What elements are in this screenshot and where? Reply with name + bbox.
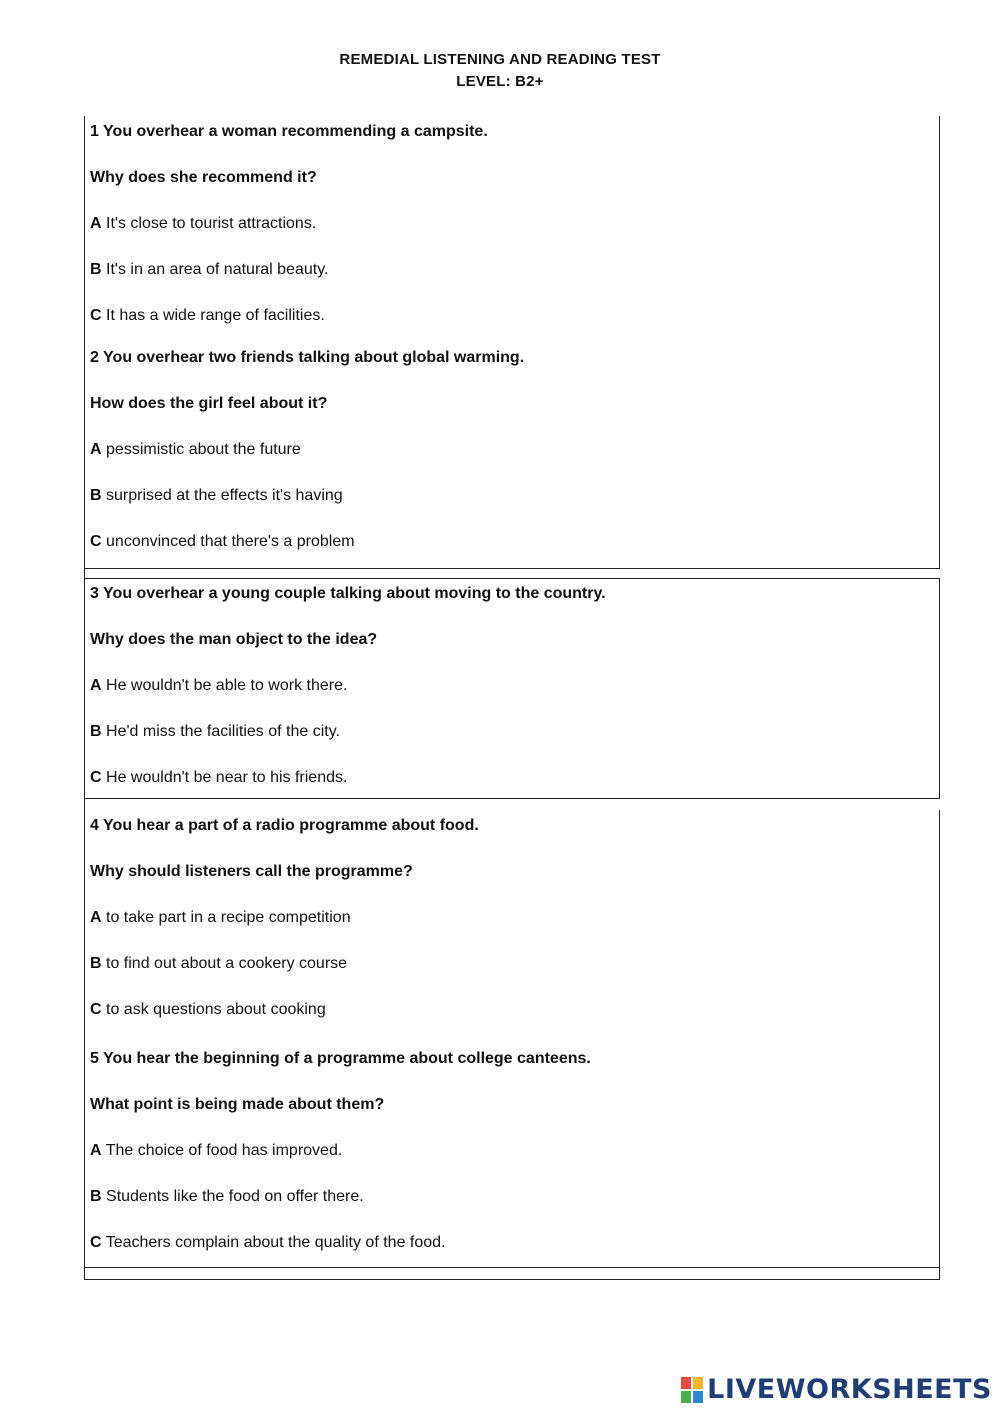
border-tick — [84, 1036, 85, 1043]
option-a[interactable] — [90, 440, 301, 460]
border-right — [939, 578, 940, 798]
option-letter: A — [90, 909, 102, 926]
question-text: Why does she recommend it? — [90, 169, 317, 186]
option-b[interactable] — [90, 260, 328, 280]
question-list — [84, 116, 940, 1279]
option-c[interactable] — [90, 306, 325, 326]
border-right — [939, 1043, 940, 1279]
option-b[interactable] — [90, 486, 343, 506]
question-text: What point is being made about them? — [90, 1096, 385, 1113]
option-letter: A — [90, 441, 102, 458]
divider-line — [84, 568, 940, 569]
option-letter: C — [90, 307, 102, 324]
question-prompt: 3 You overhear a young couple talking about moving to the country. — [90, 585, 606, 602]
option-text: Students like the food on offer there. — [106, 1188, 364, 1205]
question-3 — [84, 578, 940, 810]
question-4 — [84, 810, 940, 1043]
option-text: unconvinced that there's a problem — [106, 533, 355, 550]
border-right — [939, 342, 940, 568]
option-a[interactable] — [90, 908, 351, 928]
option-letter: C — [90, 1234, 102, 1251]
option-letter: B — [90, 1188, 102, 1205]
question-1 — [84, 116, 940, 342]
option-text: He wouldn't be near to his friends. — [106, 769, 348, 786]
option-text: It's in an area of natural beauty. — [106, 261, 329, 278]
document-header — [0, 49, 1000, 93]
option-text: Teachers complain about the quality of the food. — [105, 1234, 446, 1251]
option-c[interactable] — [90, 532, 355, 552]
option-text: He wouldn't be able to work there. — [106, 677, 348, 694]
question-text: How does the girl feel about it? — [90, 395, 328, 412]
question-text: Why should listeners call the programme? — [90, 863, 413, 880]
question-prompt: 1 You overhear a woman recommending a campsite. — [90, 123, 488, 140]
option-a[interactable] — [90, 676, 347, 696]
option-a[interactable] — [90, 214, 316, 234]
option-b[interactable] — [90, 954, 347, 974]
option-b[interactable] — [90, 1187, 364, 1207]
question-2 — [84, 342, 940, 578]
test-title: REMEDIAL LISTENING AND READING TEST — [339, 51, 661, 68]
watermark-text: LIVEWORKSHEETS — [707, 1374, 992, 1405]
option-letter: A — [90, 677, 102, 694]
liveworksheets-logo-icon — [681, 1377, 703, 1403]
option-c[interactable] — [90, 1233, 446, 1253]
option-b[interactable] — [90, 722, 340, 742]
option-text: to take part in a recipe competition — [106, 909, 351, 926]
option-letter: B — [90, 487, 102, 504]
option-letter: B — [90, 723, 102, 740]
question-prompt: 2 You overhear two friends talking about global warming. — [90, 349, 525, 366]
option-text: to ask questions about cooking — [106, 1001, 326, 1018]
divider-line — [84, 1279, 940, 1280]
divider-line — [84, 1267, 940, 1268]
option-c[interactable] — [90, 1000, 326, 1020]
question-prompt: 5 You hear the beginning of a programme about college canteens. — [90, 1050, 591, 1067]
border-left — [84, 342, 85, 578]
option-letter: A — [90, 1142, 102, 1159]
question-5 — [84, 1043, 940, 1279]
question-text: Why does the man object to the idea? — [90, 631, 378, 648]
option-text: It's close to tourist attractions. — [106, 215, 317, 232]
option-c[interactable] — [90, 768, 347, 788]
option-letter: C — [90, 1001, 102, 1018]
option-text: The choice of food has improved. — [105, 1142, 343, 1159]
watermark-logo — [681, 1374, 992, 1405]
option-letter: A — [90, 215, 102, 232]
border-left — [84, 578, 85, 810]
option-text: It has a wide range of facilities. — [106, 307, 325, 324]
border-left — [84, 810, 85, 1043]
border-left — [84, 1043, 85, 1279]
question-prompt: 4 You hear a part of a radio programme about food. — [90, 817, 479, 834]
test-level: LEVEL: B2+ — [456, 73, 544, 90]
border-left — [84, 116, 85, 342]
option-letter: C — [90, 533, 102, 550]
option-letter: C — [90, 769, 102, 786]
option-a[interactable] — [90, 1141, 342, 1161]
border-right — [939, 116, 940, 342]
option-text: He'd miss the facilities of the city. — [106, 723, 340, 740]
option-letter: B — [90, 261, 102, 278]
border-right — [939, 810, 940, 1043]
divider-line — [84, 798, 940, 799]
option-text: to find out about a cookery course — [106, 955, 348, 972]
option-letter: B — [90, 955, 102, 972]
option-text: pessimistic about the future — [106, 441, 301, 458]
option-text: surprised at the effects it's having — [106, 487, 343, 504]
